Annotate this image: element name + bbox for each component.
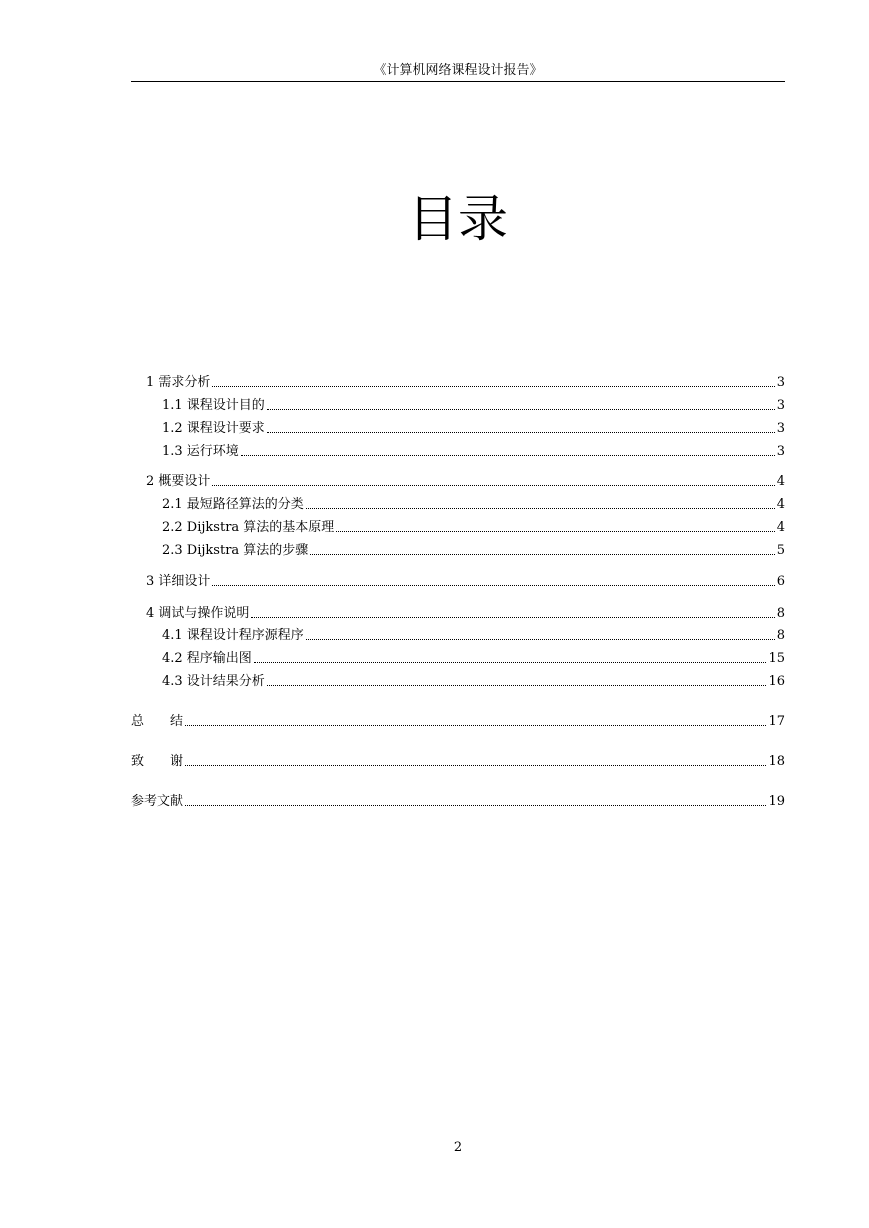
toc-label: 4 调试与操作说明 bbox=[146, 606, 250, 621]
toc-entry-summary[interactable] bbox=[131, 712, 785, 730]
toc-page-number: 5 bbox=[776, 543, 785, 558]
toc-entry-1[interactable] bbox=[146, 373, 785, 391]
toc-leader bbox=[251, 617, 774, 618]
toc-leader bbox=[310, 554, 774, 555]
toc-entry-3[interactable] bbox=[146, 572, 785, 590]
toc-label: 致 谢 bbox=[131, 754, 184, 769]
toc-label: 1.3 运行环境 bbox=[162, 444, 239, 459]
toc-label: 1.2 课程设计要求 bbox=[162, 421, 265, 436]
toc-entry-4-1[interactable] bbox=[162, 626, 785, 644]
toc-page-number: 3 bbox=[776, 375, 785, 390]
toc-label: 2.1 最短路径算法的分类 bbox=[162, 497, 304, 512]
toc-label: 4.2 程序输出图 bbox=[162, 651, 252, 666]
toc-page-number: 8 bbox=[776, 628, 785, 643]
toc-label: 总 结 bbox=[131, 714, 184, 729]
toc-leader bbox=[212, 485, 774, 486]
toc-entry-1-3[interactable] bbox=[162, 442, 785, 460]
toc-label: 参考文献 bbox=[131, 794, 184, 809]
toc-label: 3 详细设计 bbox=[146, 574, 211, 589]
page-title: 目录 bbox=[408, 190, 508, 248]
toc-entry-2-2[interactable] bbox=[162, 518, 785, 536]
toc-leader bbox=[267, 409, 775, 410]
toc-label: 1.1 课程设计目的 bbox=[162, 398, 265, 413]
running-header: 《计算机网络课程设计报告》 bbox=[373, 63, 543, 78]
toc-label: 4.3 设计结果分析 bbox=[162, 674, 265, 689]
toc-entry-1-1[interactable] bbox=[162, 396, 785, 414]
toc-leader bbox=[185, 725, 766, 726]
toc-leader bbox=[267, 432, 775, 433]
toc-leader bbox=[306, 639, 775, 640]
toc-label: 4.1 课程设计程序源程序 bbox=[162, 628, 304, 643]
toc-page-number: 18 bbox=[768, 754, 785, 769]
toc-leader bbox=[336, 531, 774, 532]
toc-entry-4-2[interactable] bbox=[162, 649, 785, 667]
toc-leader bbox=[185, 805, 766, 806]
toc-entry-acknowledgements[interactable] bbox=[131, 752, 785, 770]
toc-label: 2 概要设计 bbox=[146, 474, 211, 489]
toc-entry-2-1[interactable] bbox=[162, 495, 785, 513]
toc-entry-references[interactable] bbox=[131, 792, 785, 810]
toc-leader bbox=[306, 508, 775, 509]
toc-leader bbox=[212, 585, 774, 586]
page-number: 2 bbox=[453, 1140, 463, 1155]
header-rule bbox=[131, 81, 785, 82]
toc-leader bbox=[241, 455, 775, 456]
toc-entry-2[interactable] bbox=[146, 472, 785, 490]
toc-page-number: 8 bbox=[776, 606, 785, 621]
toc-page-number: 6 bbox=[776, 574, 785, 589]
toc-page-number: 4 bbox=[776, 520, 785, 535]
toc-page-number: 19 bbox=[768, 794, 785, 809]
toc-label: 1 需求分析 bbox=[146, 375, 211, 390]
toc-page-number: 4 bbox=[776, 497, 785, 512]
toc-page-number: 17 bbox=[768, 714, 785, 729]
toc-label: 2.2 Dijkstra 算法的基本原理 bbox=[162, 520, 335, 535]
toc-page-number: 3 bbox=[776, 444, 785, 459]
toc-page-number: 16 bbox=[768, 674, 785, 689]
toc-page-number: 3 bbox=[776, 398, 785, 413]
toc-leader bbox=[267, 685, 767, 686]
toc-leader bbox=[185, 765, 766, 766]
toc-entry-4-3[interactable] bbox=[162, 672, 785, 690]
toc-page-number: 15 bbox=[768, 651, 785, 666]
toc-leader bbox=[212, 386, 774, 387]
toc-page-number: 3 bbox=[776, 421, 785, 436]
toc-label: 2.3 Dijkstra 算法的步骤 bbox=[162, 543, 309, 558]
toc-entry-4[interactable] bbox=[146, 604, 785, 622]
toc-page-number: 4 bbox=[776, 474, 785, 489]
toc-entry-2-3[interactable] bbox=[162, 541, 785, 559]
toc-leader bbox=[254, 662, 767, 663]
toc-entry-1-2[interactable] bbox=[162, 419, 785, 437]
